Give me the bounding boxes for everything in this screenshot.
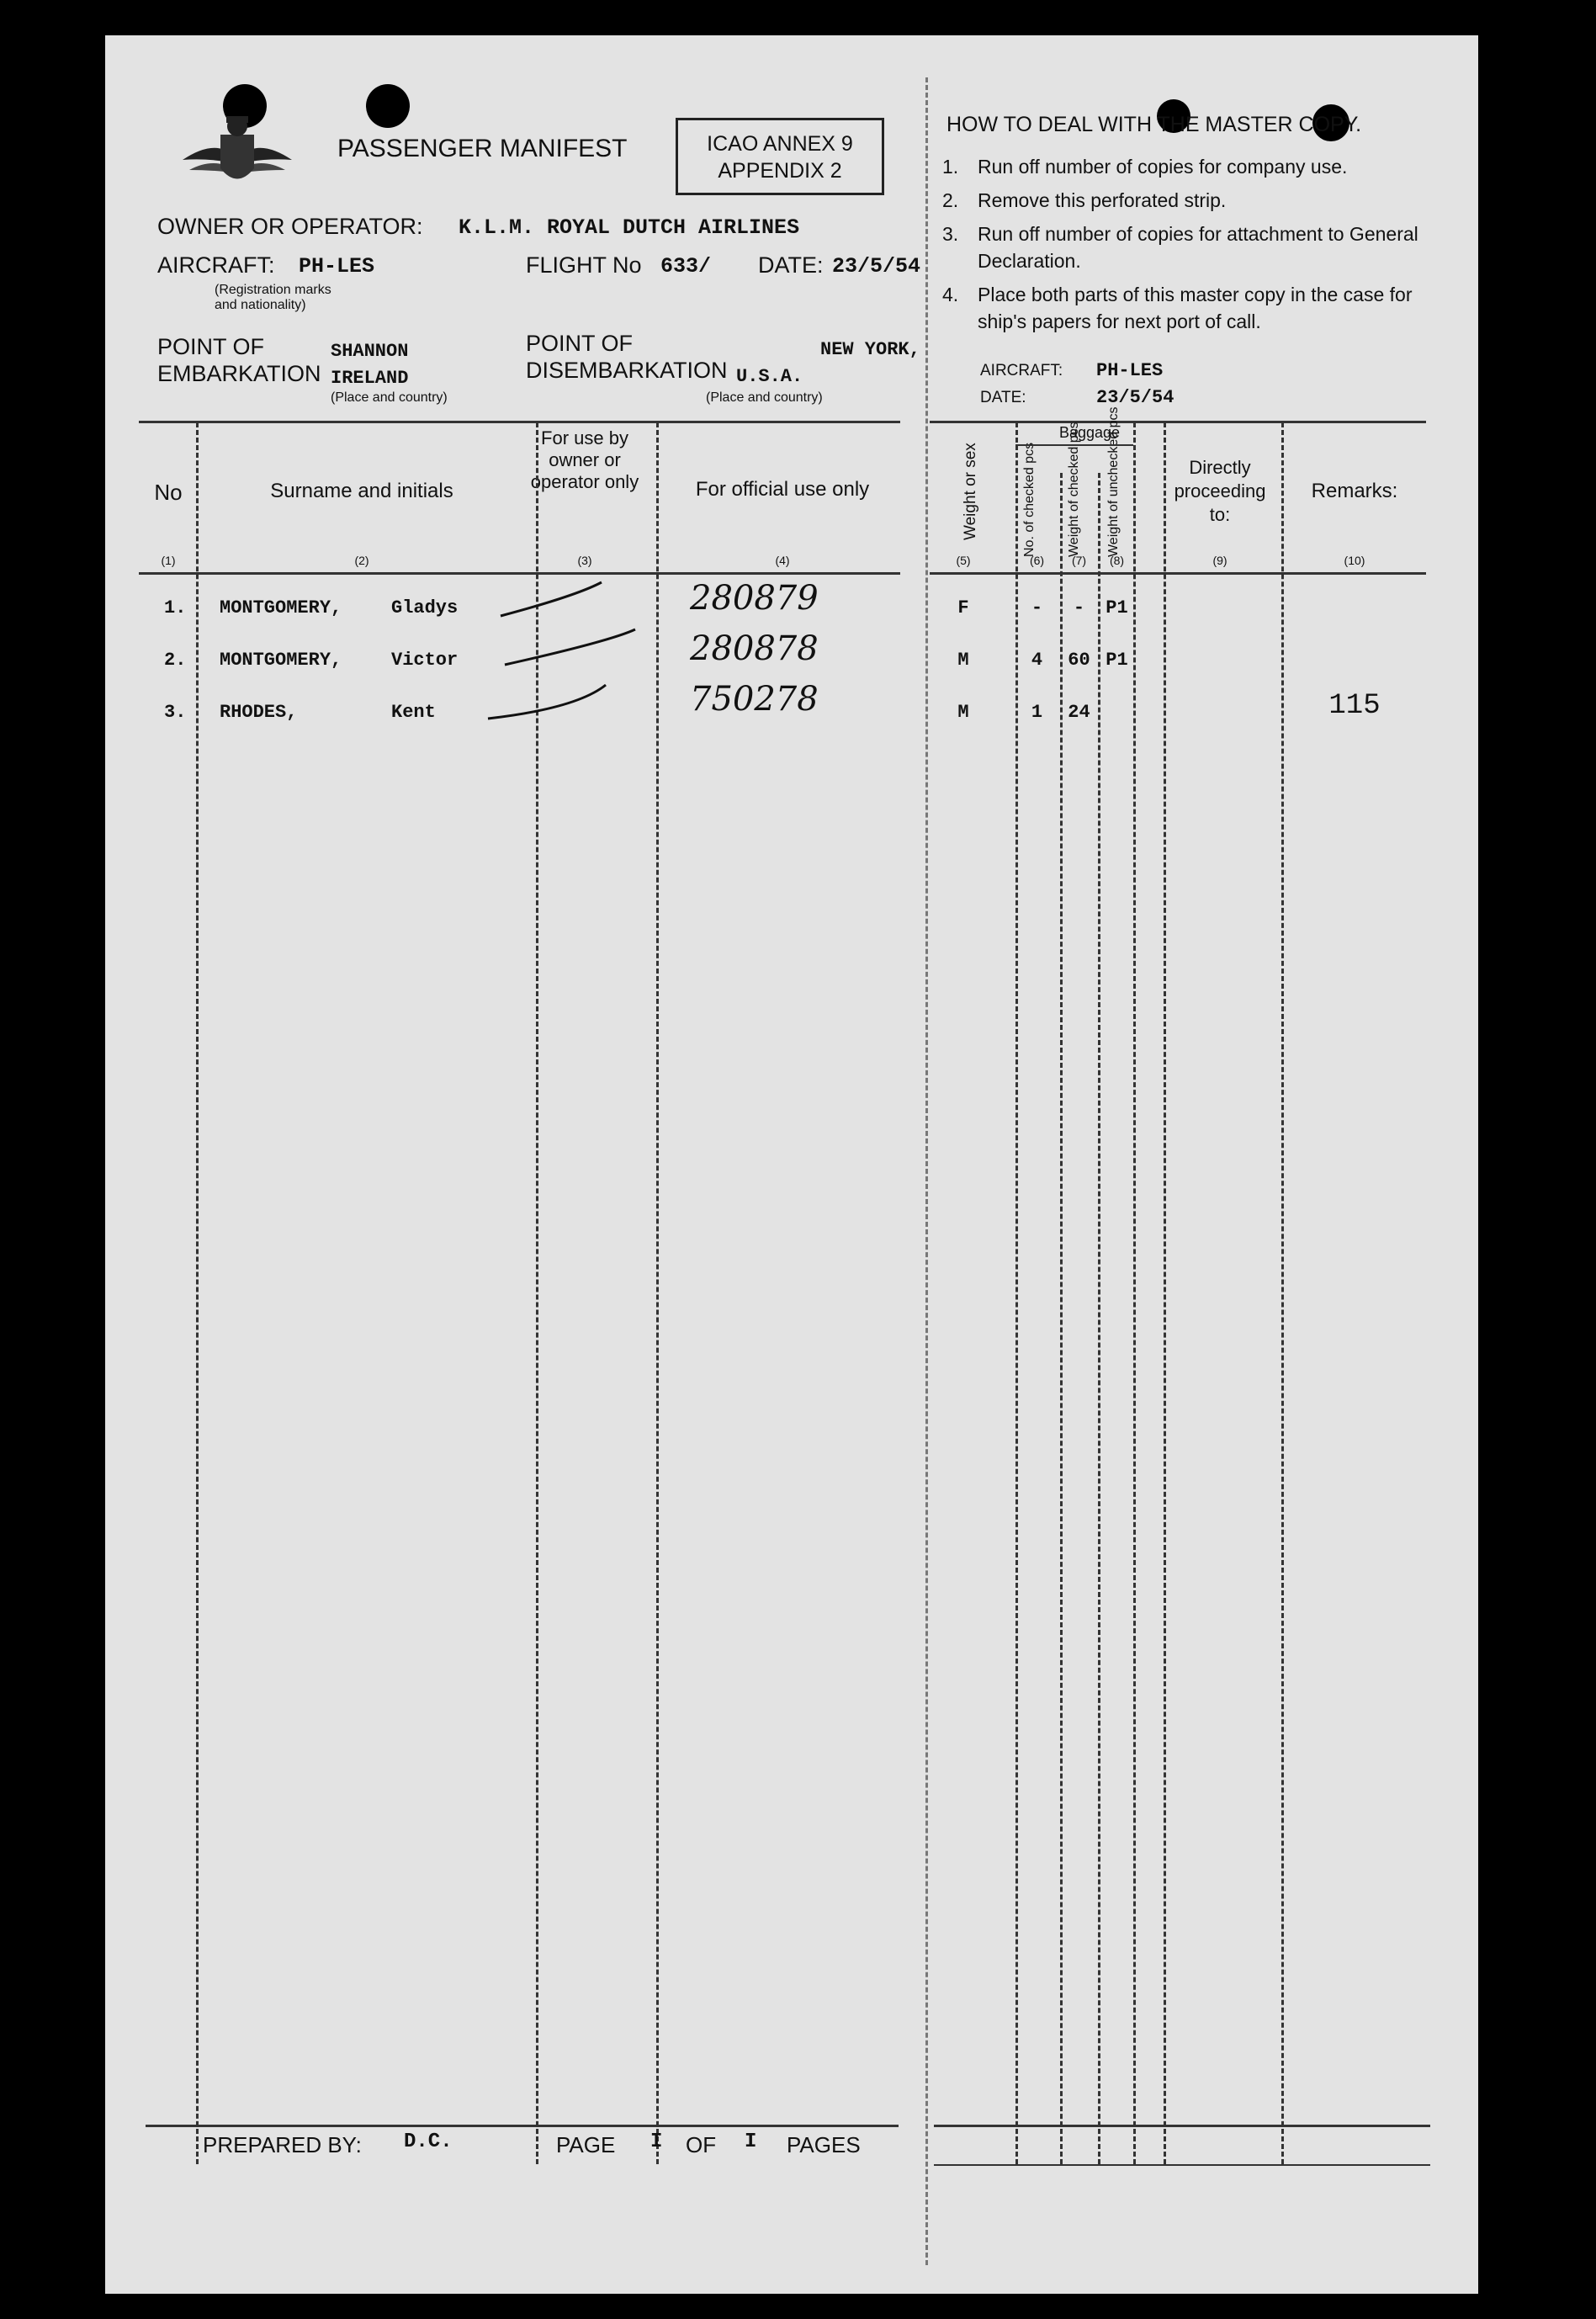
- row-no: 3.: [164, 702, 187, 723]
- aircraft-note: (Registration marks and nationality): [215, 283, 331, 312]
- disembark-label: POINT OF DISEMBARKATION: [526, 331, 728, 383]
- col-num: (2): [354, 554, 369, 567]
- row-pcs: -: [1031, 597, 1043, 618]
- row-official: 750278: [690, 680, 819, 719]
- row-initial: Victor: [391, 650, 459, 671]
- row-official: 280878: [690, 629, 819, 668]
- strip-aircraft-label: AIRCRAFT:: [980, 362, 1063, 379]
- col-num: (4): [775, 554, 790, 567]
- page-label: PAGE: [556, 2132, 616, 2157]
- page-value: I: [650, 2131, 663, 2153]
- col-remarks-header: Remarks:: [1311, 480, 1398, 502]
- col-num: (8): [1109, 554, 1125, 567]
- col-num: (7): [1071, 554, 1087, 567]
- footer-bottom-rule: [934, 2164, 1430, 2166]
- col-surname-header: Surname and initials: [270, 480, 453, 502]
- col-checked-pcs-header: No. of checked pcs: [1022, 442, 1037, 557]
- col-num: (6): [1029, 554, 1045, 567]
- aircraft-label: AIRCRAFT:: [157, 252, 275, 278]
- disembark-note: (Place and country): [706, 390, 823, 405]
- instructions-title: HOW TO DEAL WITH THE MASTER COPY.: [946, 113, 1362, 136]
- owner-value: K.L.M. ROYAL DUTCH AIRLINES: [459, 215, 800, 240]
- baggage-header: Baggage: [1058, 424, 1121, 441]
- manifest-title: PASSENGER MANIFEST: [337, 135, 628, 162]
- icao-annex: ICAO ANNEX 9: [707, 132, 853, 156]
- prepared-by-label: PREPARED BY:: [203, 2132, 362, 2157]
- date-value: 23/5/54: [832, 254, 921, 279]
- row-weight: 60: [1068, 650, 1090, 671]
- col-num: (1): [161, 554, 176, 567]
- aircraft-value: PH-LES: [299, 254, 375, 279]
- row-initial: Kent: [391, 702, 436, 723]
- manifest-page: [105, 35, 1478, 2294]
- col-owner-header: For use by owner or operator only: [530, 427, 639, 492]
- strip-date-value: 23/5/54: [1096, 387, 1174, 408]
- row-pcs: 1: [1031, 702, 1043, 723]
- col-num: (3): [577, 554, 592, 567]
- footer-rule: [146, 2125, 899, 2127]
- pages-label: PAGES: [787, 2132, 861, 2157]
- instructions-list: 1. Run off number of copies for company use. 2. Remove this perforated strip. 3. Run off number of copies for attachment to General Declaration. 4. Place both parts of this master copy in the case for ship's papers for next port of call.: [942, 156, 1418, 332]
- embark-value: SHANNON IRELAND: [331, 341, 409, 389]
- col-no-header: No: [154, 480, 183, 505]
- col-num: (5): [956, 554, 971, 567]
- date-label: DATE:: [758, 252, 824, 278]
- row-surname: RHODES,: [220, 702, 298, 723]
- row-remarks: 115: [1328, 690, 1381, 722]
- row-sex: M: [957, 650, 969, 671]
- col-proceeding-header: Directly proceeding to:: [1174, 457, 1266, 525]
- col-num: (9): [1212, 554, 1227, 567]
- flight-value: 633/: [660, 254, 712, 279]
- of-label: OF: [686, 2132, 717, 2157]
- flight-label: FLIGHT No: [526, 252, 642, 278]
- row-unchecked: P1: [1106, 650, 1128, 671]
- row-weight: 24: [1068, 702, 1090, 723]
- row-weight: -: [1073, 597, 1085, 618]
- row-official: 280879: [690, 579, 819, 618]
- strip-date-label: DATE:: [980, 389, 1026, 406]
- embark-label: POINT OF EMBARKATION: [157, 334, 321, 386]
- disembark-value: NEW YORK, U.S.A.: [736, 339, 920, 387]
- row-no: 1.: [164, 597, 187, 618]
- row-sex: M: [957, 702, 969, 723]
- strip-aircraft-value: PH-LES: [1096, 360, 1164, 381]
- row-initial: Gladys: [391, 597, 459, 618]
- row-no: 2.: [164, 650, 187, 671]
- col-num: (10): [1344, 554, 1365, 567]
- col-weight-checked-header: Weight of checked pcs: [1067, 422, 1081, 557]
- row-surname: MONTGOMERY,: [220, 650, 342, 671]
- check-strokes: [105, 35, 1478, 793]
- col-official-header: For official use only: [695, 478, 870, 501]
- owner-label: OWNER OR OPERATOR:: [157, 214, 423, 239]
- row-sex: F: [957, 597, 969, 618]
- of-value: I: [745, 2131, 757, 2153]
- col-weight-unchecked-header: Weight of unchecked pcs: [1106, 406, 1121, 557]
- prepared-by-value: D.C.: [404, 2131, 453, 2153]
- icao-appendix: APPENDIX 2: [718, 159, 842, 183]
- row-surname: MONTGOMERY,: [220, 597, 342, 618]
- col-weight-sex-header: Weight or sex: [962, 443, 979, 540]
- embark-note: (Place and country): [331, 390, 448, 405]
- row-pcs: 4: [1031, 650, 1043, 671]
- footer-rule-strip: [934, 2125, 1430, 2127]
- row-unchecked: P1: [1106, 597, 1128, 618]
